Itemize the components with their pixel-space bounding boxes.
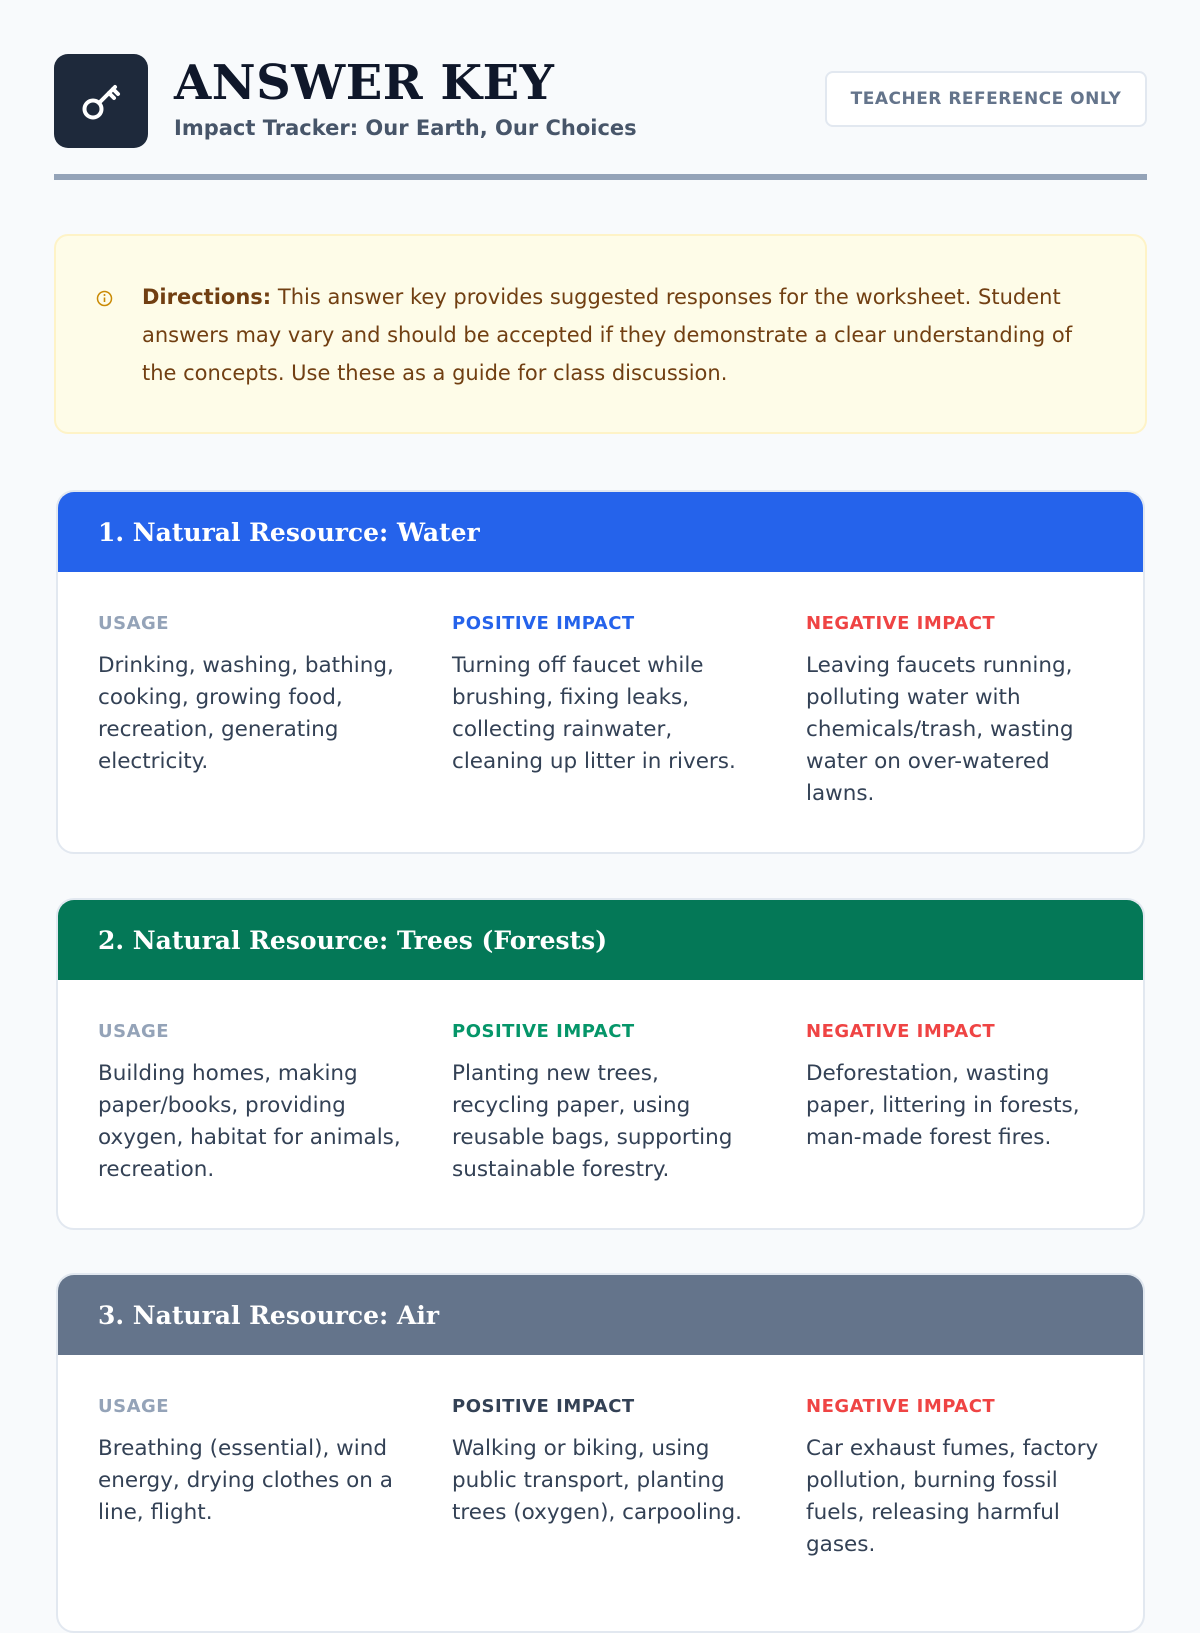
negative-impact-text: Car exhaust fumes, factory pollution, burning fossil fuels, releasing harmful gases. bbox=[806, 1436, 1099, 1557]
positive-impact-column bbox=[452, 1395, 762, 1529]
negative-impact-label: NEGATIVE IMPACT bbox=[806, 613, 996, 634]
positive-impact-label: POSITIVE IMPACT bbox=[452, 1021, 635, 1042]
usage-column bbox=[98, 612, 408, 778]
positive-impact-column bbox=[452, 612, 762, 778]
positive-impact-text: Walking or biking, using public transport, planting trees (oxygen), carpooling. bbox=[452, 1436, 743, 1525]
directions-lead: Directions: bbox=[142, 285, 272, 309]
usage-label: USAGE bbox=[98, 613, 170, 634]
negative-impact-text: Leaving faucets running, polluting water with chemicals/trash, wasting water on over-watered lawns. bbox=[806, 653, 1074, 806]
negative-impact-column bbox=[806, 1395, 1116, 1561]
page-title: ANSWER KEY bbox=[174, 55, 555, 111]
card-header: 3. Natural Resource: Air bbox=[58, 1275, 1143, 1355]
negative-impact-column bbox=[806, 1020, 1116, 1154]
resource-card-trees bbox=[56, 898, 1145, 1230]
resource-card-water bbox=[56, 490, 1145, 854]
usage-text: Breathing (essential), wind energy, drying clothes on a line, flight. bbox=[98, 1436, 393, 1525]
negative-impact-label: NEGATIVE IMPACT bbox=[806, 1021, 996, 1042]
page-header bbox=[54, 54, 1147, 148]
positive-impact-label: POSITIVE IMPACT bbox=[452, 613, 635, 634]
key-icon bbox=[76, 76, 126, 126]
positive-impact-text: Turning off faucet while brushing, fixing leaks, collecting rainwater, cleaning up litter in rivers. bbox=[452, 653, 736, 774]
usage-column bbox=[98, 1395, 408, 1529]
usage-text: Drinking, washing, bathing, cooking, growing food, recreation, generating electricity. bbox=[98, 653, 394, 774]
usage-label: USAGE bbox=[98, 1021, 170, 1042]
logo bbox=[54, 54, 148, 148]
usage-text: Building homes, making paper/books, providing oxygen, habitat for animals, recreation. bbox=[98, 1061, 401, 1182]
positive-impact-label: POSITIVE IMPACT bbox=[452, 1396, 635, 1417]
card-header: 1. Natural Resource: Water bbox=[58, 492, 1143, 572]
resource-card-air bbox=[56, 1273, 1145, 1633]
header-divider bbox=[54, 174, 1147, 180]
usage-column bbox=[98, 1020, 408, 1186]
positive-impact-column bbox=[452, 1020, 762, 1186]
directions-text: This answer key provides suggested responses for the worksheet. Student answers may vary and should be accepted if they demonstrate a clear understanding of the concepts. Use these as a guide for class discussion. bbox=[142, 285, 1073, 385]
teacher-reference-badge: TEACHER REFERENCE ONLY bbox=[825, 71, 1147, 127]
info-icon bbox=[96, 290, 113, 307]
page-subtitle: Impact Tracker: Our Earth, Our Choices bbox=[174, 116, 637, 140]
negative-impact-text: Deforestation, wasting paper, littering in forests, man-made forest fires. bbox=[806, 1061, 1080, 1150]
directions-box bbox=[54, 234, 1147, 434]
usage-label: USAGE bbox=[98, 1396, 170, 1417]
negative-impact-label: NEGATIVE IMPACT bbox=[806, 1396, 996, 1417]
card-header: 2. Natural Resource: Trees (Forests) bbox=[58, 900, 1143, 980]
positive-impact-text: Planting new trees, recycling paper, using reusable bags, supporting sustainable forestry. bbox=[452, 1061, 733, 1182]
negative-impact-column bbox=[806, 612, 1116, 810]
